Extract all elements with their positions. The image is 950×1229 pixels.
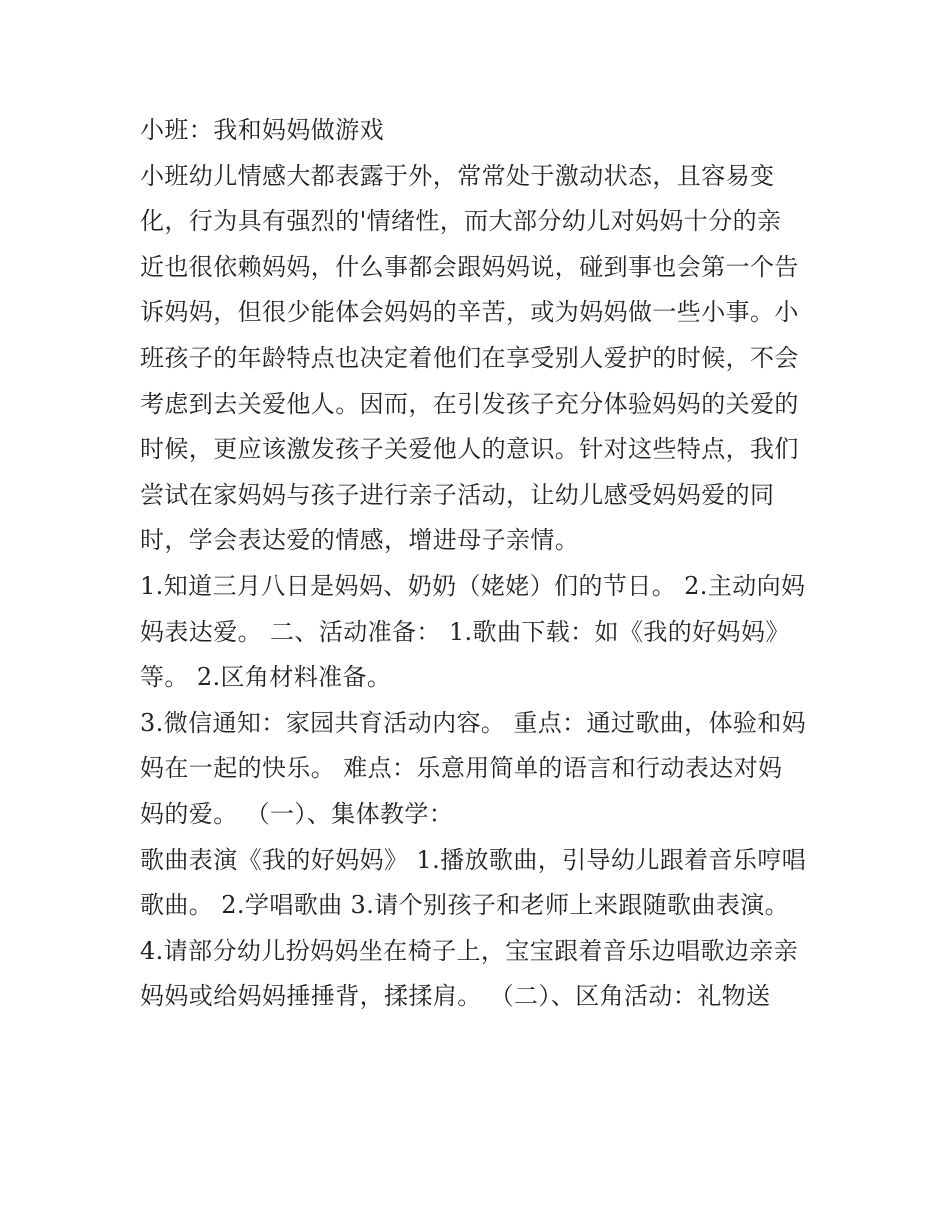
body-line: 等。 2.区角材料准备。 [140, 663, 392, 692]
body-line: 妈的爱。 （一）、集体教学： [140, 799, 454, 828]
body-line: 诉妈妈，但很少能体会妈妈的辛苦，或为妈妈做一些小事。小 [140, 298, 799, 327]
body-line: 1.知道三月八日是妈妈、奶奶（姥姥）们的节日。 2.主动向妈 [140, 571, 806, 600]
body-line: 时，学会表达爱的情感，增进母子亲情。 [140, 526, 580, 555]
body-line: 小班幼儿情感大都表露于外，常常处于激动状态，且容易变 [140, 161, 775, 190]
body-line: 妈在一起的快乐。 难点：乐意用简单的语言和行动表达对妈 [140, 754, 783, 783]
body-line: 歌曲表演《我的好妈妈》 1.播放歌曲，引导幼儿跟着音乐哼唱 [140, 845, 807, 874]
body-line: 尝试在家妈妈与孩子进行亲子活动，让幼儿感受妈妈爱的同 [140, 480, 775, 509]
body-line: 妈表达爱。 二、活动准备： 1.歌曲下载：如《我的好妈妈》 [140, 617, 790, 646]
body-line: 时候，更应该激发孩子关爱他人的意识。针对这些特点，我们 [140, 435, 799, 464]
document-body [140, 108, 830, 1020]
body-line: 班孩子的年龄特点也决定着他们在享受别人爱护的时候，不会 [140, 343, 799, 372]
body-line: 考虑到去关爱他人。因而，在引发孩子充分体验妈妈的关爱的 [140, 389, 799, 418]
body-line: 歌曲。 2.学唱歌曲 3.请个别孩子和老师上来跟随歌曲表演。 [140, 891, 790, 920]
body-line: 3.微信通知：家园共育活动内容。 重点：通过歌曲，体验和妈 [140, 708, 807, 737]
body-line: 化，行为具有强烈的'情绪性，而大部分幼儿对妈妈十分的亲 [140, 207, 782, 236]
body-line: 妈妈或给妈妈捶捶背，揉揉肩。 （二）、区角活动：礼物送 [140, 982, 771, 1011]
document-title: 小班：我和妈妈做游戏 [140, 116, 384, 144]
body-line: 近也很依赖妈妈，什么事都会跟妈妈说，碰到事也会第一个告 [140, 252, 799, 281]
body-line: 4.请部分幼儿扮妈妈坐在椅子上，宝宝跟着音乐边唱歌边亲亲 [140, 936, 799, 965]
